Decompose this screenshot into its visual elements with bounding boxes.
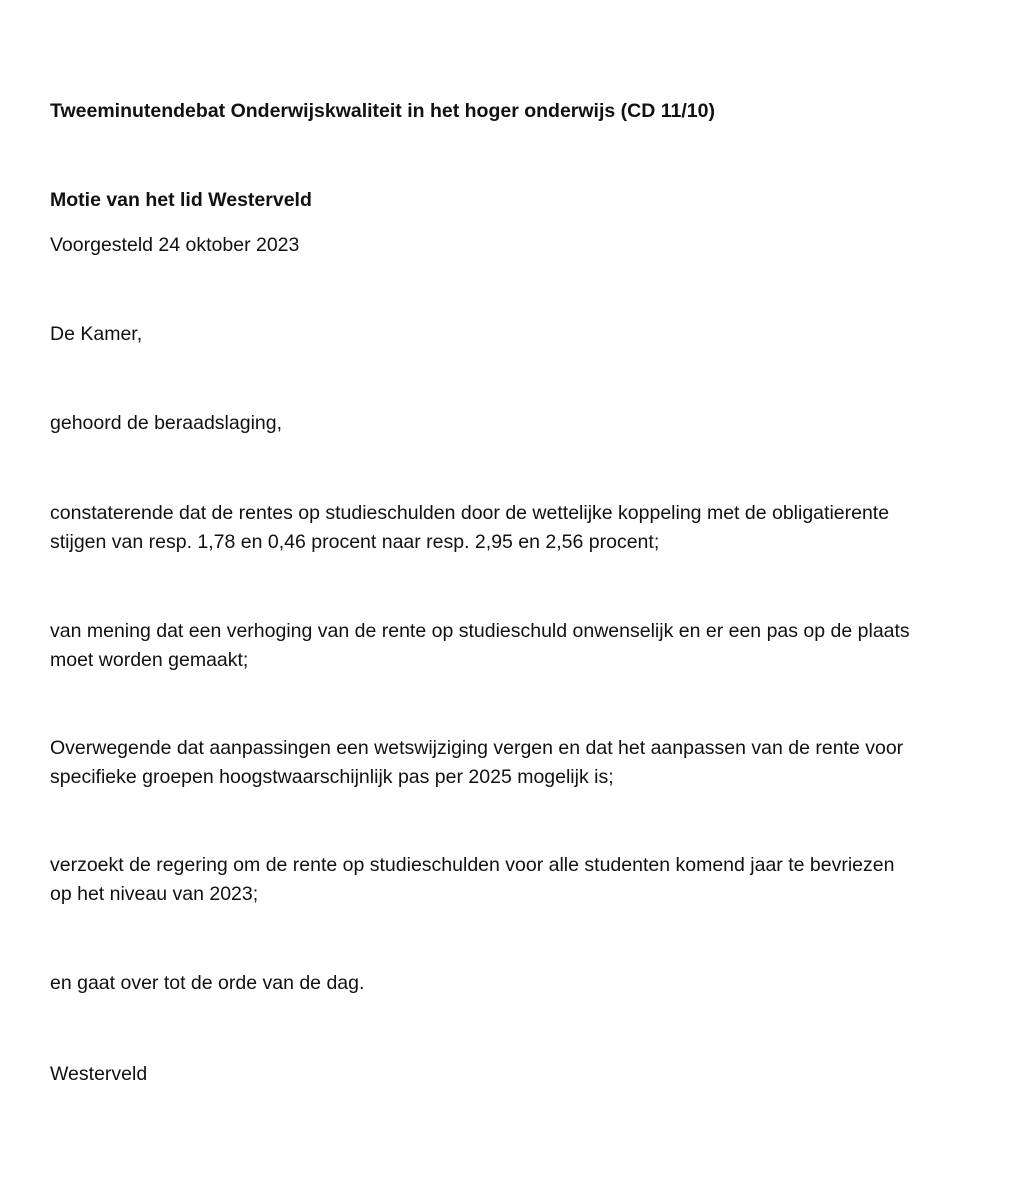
consideration-line: Overwegende dat aanpassingen een wetswijziging vergen en dat het aanpassen van de rente voor — [50, 737, 904, 759]
consideration-line: moet worden gemaakt; — [50, 649, 249, 671]
consideration-line: specifieke groepen hoogstwaarschijnlijk pas per 2025 mogelijk is; — [50, 766, 614, 788]
request-line: op het niveau van 2023; — [50, 883, 259, 905]
consideration-paragraph — [50, 617, 980, 675]
signature: Westerveld — [50, 1063, 148, 1085]
request-paragraph — [50, 851, 980, 909]
consideration-paragraph — [50, 734, 980, 792]
request-line: verzoekt de regering om de rente op studieschulden voor alle studenten komend jaar te bevriezen — [50, 854, 895, 876]
document-title: Tweeminutendebat Onderwijskwaliteit in het hoger onderwijs (CD 11/10) — [50, 100, 715, 122]
salutation: De Kamer, — [50, 323, 143, 345]
preamble: gehoord de beraadslaging, — [50, 412, 283, 434]
closing-line: en gaat over tot de orde van de dag. — [50, 972, 365, 994]
proposed-date: Voorgesteld 24 oktober 2023 — [50, 234, 300, 256]
consideration-line: constaterende dat de rentes op studieschulden door de wettelijke koppeling met de obligatierente — [50, 502, 890, 524]
consideration-paragraph — [50, 499, 980, 557]
consideration-line: stijgen van resp. 1,78 en 0,46 procent naar resp. 2,95 en 2,56 procent; — [50, 531, 660, 553]
motion-heading: Motie van het lid Westerveld — [50, 189, 312, 211]
consideration-line: van mening dat een verhoging van de rente op studieschuld onwenselijk en er een pas op de plaats — [50, 620, 910, 642]
